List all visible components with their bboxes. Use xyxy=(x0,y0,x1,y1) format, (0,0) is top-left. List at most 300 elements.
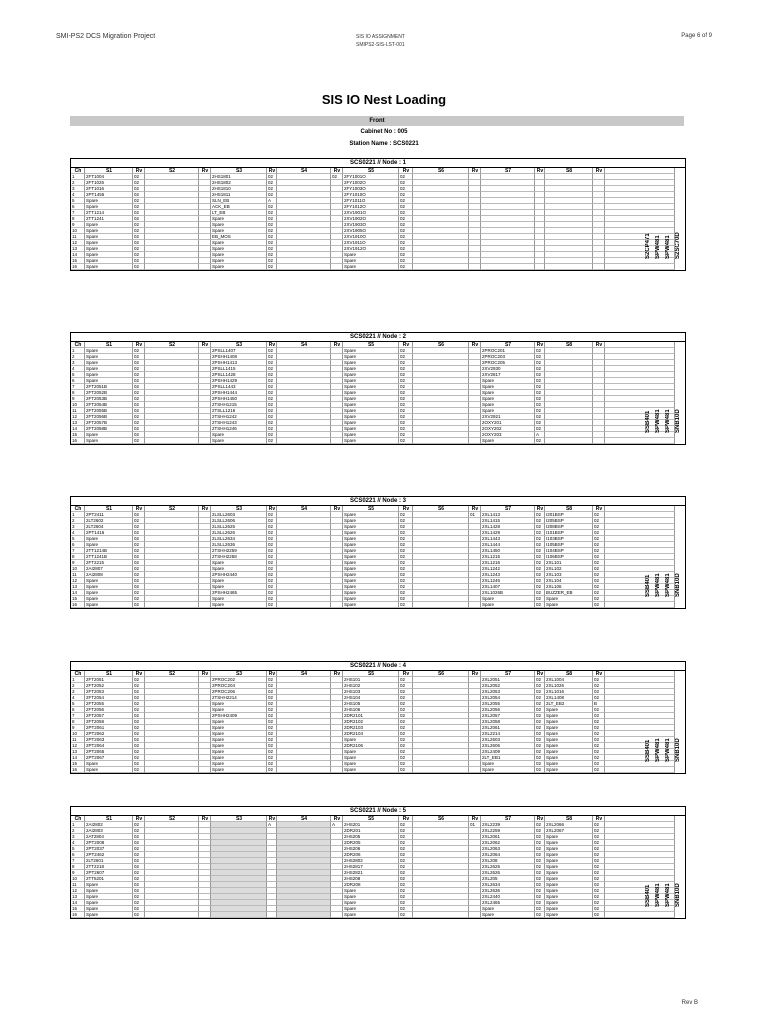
module-label: SSB401 xyxy=(645,884,651,907)
table-cell: 10 xyxy=(71,731,85,737)
table-cell: 02 xyxy=(133,222,145,228)
table-cell: 2PSHH1444 xyxy=(211,390,267,396)
table-cell: 13 xyxy=(71,246,85,252)
table-cell xyxy=(277,438,331,444)
table-cell: 3 xyxy=(71,834,85,840)
table-cell: 2XL2056 xyxy=(481,707,535,713)
table-cell: 11 xyxy=(71,408,85,414)
table-cell xyxy=(145,912,199,918)
table-cell: Spare xyxy=(85,372,133,378)
table-cell: 12 xyxy=(71,743,85,749)
table-cell: 2FT2057B xyxy=(85,420,133,426)
table-cell: 02 xyxy=(399,767,413,773)
table-cell: 02 xyxy=(267,264,277,270)
module-label: SPW481 xyxy=(665,883,671,907)
table-cell: 02 xyxy=(535,719,545,725)
table-cell: 2FT2056 xyxy=(85,707,133,713)
table-cell: 02 xyxy=(593,725,605,731)
table-cell: 02 xyxy=(593,767,605,773)
table-cell: Spare xyxy=(481,402,535,408)
table-cell: 02 xyxy=(399,894,413,900)
column-header: S1 xyxy=(85,816,133,822)
table-cell: 02 xyxy=(399,906,413,912)
column-header: S3 xyxy=(211,506,267,512)
table-cell: 02 xyxy=(399,216,413,222)
table-cell: 02 xyxy=(133,174,145,180)
table-cell: 02 xyxy=(267,737,277,743)
table-cell: 2PSLL1407 xyxy=(211,348,267,354)
table-cell: 02 xyxy=(593,912,605,918)
column-header: Rv xyxy=(536,816,544,822)
table-cell: Spare xyxy=(85,912,133,918)
table-cell: I105BSP xyxy=(545,542,593,548)
table-cell: Spare xyxy=(85,354,133,360)
table-cell: 2XL2052 xyxy=(481,683,535,689)
table-cell: 2XL2067 xyxy=(545,828,593,834)
table-cell: 02 xyxy=(535,518,545,524)
node-table-1 xyxy=(70,158,686,271)
table-cell: 2HS1802 xyxy=(211,180,267,186)
table-cell: 02 xyxy=(535,743,545,749)
table-cell: 2XL2259 xyxy=(481,828,535,834)
table-cell: Spare xyxy=(343,378,399,384)
table-cell: A xyxy=(267,822,277,828)
table-cell: 02 xyxy=(399,512,413,518)
table-cell: 02 xyxy=(399,432,413,438)
table-cell: 2HS106 xyxy=(343,707,399,713)
table-cell: Spare xyxy=(85,542,133,548)
table-cell: 2FT2058B xyxy=(85,426,133,432)
table-cell: 2PT2067 xyxy=(85,755,133,761)
table-cell: 02 xyxy=(535,414,545,420)
table-cell: 02 xyxy=(399,713,413,719)
table-cell: 02 xyxy=(133,432,145,438)
table-cell: 02 xyxy=(593,822,605,828)
table-cell: 02 xyxy=(133,210,145,216)
table-cell: 02 xyxy=(399,707,413,713)
table-cell: 02 xyxy=(133,596,145,602)
table-cell xyxy=(605,912,675,918)
column-header: S5 xyxy=(343,671,399,677)
table-cell xyxy=(277,602,331,608)
table-cell: 02 xyxy=(593,602,605,608)
column-header: Rv xyxy=(593,506,605,512)
column-header: S7 xyxy=(481,342,535,348)
table-cell: 02 xyxy=(267,524,277,530)
table-cell: 02 xyxy=(593,524,605,530)
table-cell: Spare xyxy=(211,596,267,602)
column-header: Rv xyxy=(469,671,481,677)
column-header: Rv xyxy=(133,816,145,822)
column-header: Rv xyxy=(268,342,276,348)
table-cell: 02 xyxy=(399,749,413,755)
table-cell: Spare xyxy=(343,906,399,912)
column-header: Rv xyxy=(593,816,605,822)
table-cell: 02 xyxy=(535,578,545,584)
table-cell: 02 xyxy=(267,749,277,755)
table-cell: 02 xyxy=(593,590,605,596)
table-cell: 2XL205 xyxy=(481,876,535,882)
table-cell: 02 xyxy=(399,737,413,743)
table-cell: 02 xyxy=(399,530,413,536)
table-cell: 2OXY201 xyxy=(481,420,535,426)
table-cell: 02 xyxy=(593,566,605,572)
node-table-5 xyxy=(70,806,686,919)
table-cell: 2TSHH2214 xyxy=(211,695,267,701)
table-cell: 02 xyxy=(593,858,605,864)
table-cell: Spare xyxy=(85,602,133,608)
table-cell: 14 xyxy=(71,900,85,906)
table-cell: 2XL1429 xyxy=(481,530,535,536)
table-cell: 02 xyxy=(399,348,413,354)
module-labels xyxy=(645,517,681,597)
table-cell xyxy=(605,438,675,444)
module-labels xyxy=(645,179,681,259)
table-cell xyxy=(145,264,199,270)
table-cell: 02 xyxy=(267,518,277,524)
table-cell: 2HS205 xyxy=(343,834,399,840)
table-cell: Spare xyxy=(85,536,133,542)
table-cell: 2DR2104 xyxy=(343,731,399,737)
table-cell: 02 xyxy=(593,554,605,560)
column-header: Rv xyxy=(199,506,211,512)
table-cell: 02 xyxy=(535,348,545,354)
table-cell: 2HS2821 xyxy=(343,870,399,876)
table-cell: 2DR205 xyxy=(343,840,399,846)
table-cell: 02 xyxy=(267,767,277,773)
table-cell: 02 xyxy=(535,548,545,554)
table-cell: 2XL2064 xyxy=(481,852,535,858)
table-cell: 02 xyxy=(399,258,413,264)
column-header: Rv xyxy=(399,816,413,822)
table-cell: 02 xyxy=(535,396,545,402)
table-cell: 2XL1026B xyxy=(481,590,535,596)
table-cell: 02 xyxy=(535,689,545,695)
table-cell: 02 xyxy=(535,695,545,701)
table-cell: Spare xyxy=(343,578,399,584)
table-cell: Spare xyxy=(343,737,399,743)
table-cell: Spare xyxy=(545,834,593,840)
table-cell: 02 xyxy=(267,695,277,701)
table-cell: 02 xyxy=(535,876,545,882)
table-cell: 2HS1801 xyxy=(211,174,267,180)
table-cell: 2DR206 xyxy=(343,852,399,858)
table-cell: Spare xyxy=(85,596,133,602)
table-cell: Spare xyxy=(481,384,535,390)
table-cell: 02 xyxy=(133,894,145,900)
table-cell: 02 xyxy=(535,554,545,560)
column-header: Rv xyxy=(331,342,343,348)
table-cell: 02 xyxy=(133,264,145,270)
table-cell: 2PSLL1415 xyxy=(211,366,267,372)
table-cell: Spare xyxy=(343,518,399,524)
table-cell: 02 xyxy=(399,186,413,192)
table-cell: Spare xyxy=(85,906,133,912)
table-cell: 02 xyxy=(399,852,413,858)
table-cell: 12 xyxy=(71,578,85,584)
column-header: S1 xyxy=(85,168,133,174)
table-cell: 02 xyxy=(535,870,545,876)
table-cell: Spare xyxy=(343,560,399,566)
table-cell xyxy=(469,912,481,918)
table-cell: 02 xyxy=(399,719,413,725)
table-cell: 2TSHH1246 xyxy=(211,426,267,432)
table-cell: Spare xyxy=(545,731,593,737)
table-cell: 02 xyxy=(535,713,545,719)
table-cell: 02 xyxy=(399,590,413,596)
table-cell: 02 xyxy=(399,731,413,737)
table-cell: Spare xyxy=(343,761,399,767)
table-cell: 02 xyxy=(133,906,145,912)
table-cell: 02 xyxy=(267,689,277,695)
table-cell: 2HS2802 xyxy=(343,858,399,864)
table-cell: Spare xyxy=(343,602,399,608)
table-cell: 02 xyxy=(267,216,277,222)
column-header: S8 xyxy=(545,671,593,677)
column-header: S5 xyxy=(343,506,399,512)
table-cell: 2TSHH2259 xyxy=(211,548,267,554)
table-cell: Spare xyxy=(343,360,399,366)
table-cell: 02 xyxy=(399,426,413,432)
table-cell: Spare xyxy=(343,408,399,414)
table-cell: Spare xyxy=(343,524,399,530)
table-cell: 7 xyxy=(71,713,85,719)
table-cell: Spare xyxy=(481,906,535,912)
table-cell: Spare xyxy=(85,578,133,584)
table-cell: 02 xyxy=(535,560,545,566)
table-cell: 02 xyxy=(535,731,545,737)
table-cell: 02 xyxy=(267,719,277,725)
table-cell: Spare xyxy=(85,378,133,384)
table-cell: 6 xyxy=(71,542,85,548)
table-cell: 02 xyxy=(133,876,145,882)
table-cell: 2TT1214 xyxy=(85,210,133,216)
module-label: SPW481 xyxy=(655,573,661,597)
table-cell: Spare xyxy=(545,737,593,743)
table-cell: Spare xyxy=(343,390,399,396)
table-cell: 6 xyxy=(71,204,85,210)
table-cell: 02 xyxy=(593,713,605,719)
table-cell: 2XL2061 xyxy=(481,834,535,840)
table-cell: 2DR2101 xyxy=(343,713,399,719)
table-cell: 2XL2634 xyxy=(481,882,535,888)
table-cell: 2HS2817 xyxy=(343,864,399,870)
table-cell: Spare xyxy=(343,396,399,402)
table-cell: 02 xyxy=(535,384,545,390)
table-cell: Spare xyxy=(343,912,399,918)
table-cell: 5 xyxy=(71,536,85,542)
table-cell: Spare xyxy=(85,198,133,204)
table-cell: 2XL2440 xyxy=(481,894,535,900)
column-header: S4 xyxy=(277,506,331,512)
table-cell: 2FY1003O xyxy=(343,186,399,192)
column-header: S8 xyxy=(545,506,593,512)
column-header: Rv xyxy=(199,168,211,174)
table-cell: 02 xyxy=(535,834,545,840)
table-cell: 2XL2066 xyxy=(545,822,593,828)
table-cell: 02 xyxy=(133,216,145,222)
table-cell: 02 xyxy=(133,240,145,246)
table-cell: 02 xyxy=(267,366,277,372)
table-cell: 02 xyxy=(399,560,413,566)
table-cell: 15 xyxy=(71,761,85,767)
table-cell: 2AT2804 xyxy=(85,834,133,840)
table-cell: 2FY1012O xyxy=(343,204,399,210)
table-cell: Spare xyxy=(481,596,535,602)
table-cell: 02 xyxy=(399,222,413,228)
table-cell: I101BSP xyxy=(545,530,593,536)
table-cell: 13 xyxy=(71,749,85,755)
table-cell: Spare xyxy=(85,234,133,240)
table-cell: 2XL1243 xyxy=(481,572,535,578)
table-cell: 2XL1026 xyxy=(545,683,593,689)
table-cell: 02 xyxy=(593,584,605,590)
table-cell: 02 xyxy=(535,852,545,858)
table-cell: 2TSHH1243 xyxy=(211,420,267,426)
table-cell: 02 xyxy=(593,542,605,548)
table-cell: EB_MOS xyxy=(211,234,267,240)
table-cell: 02 xyxy=(267,174,277,180)
table-cell: 02 xyxy=(133,852,145,858)
table-cell: 02 xyxy=(267,743,277,749)
table-cell: 02 xyxy=(267,390,277,396)
column-header: S6 xyxy=(413,342,469,348)
table-cell: Spare xyxy=(545,894,593,900)
column-header: S7 xyxy=(481,506,535,512)
table-cell: 02 xyxy=(133,888,145,894)
table-cell: 02 xyxy=(267,420,277,426)
table-cell: 02 xyxy=(593,683,605,689)
table-cell: 02 xyxy=(267,252,277,258)
table-cell: 2FT2051B xyxy=(85,384,133,390)
table-cell: Spare xyxy=(85,900,133,906)
column-header: S6 xyxy=(413,671,469,677)
node-title: SCS0221 // Node : 3 xyxy=(71,497,685,506)
table-cell: 13 xyxy=(71,894,85,900)
column-header: S2 xyxy=(145,342,199,348)
table-cell: 2PT2008 xyxy=(85,840,133,846)
table-cell: 02 xyxy=(133,258,145,264)
table-cell: 2AI2807 xyxy=(85,566,133,572)
table-cell xyxy=(277,264,331,270)
table-cell: Spare xyxy=(343,542,399,548)
table-cell: 02 xyxy=(399,900,413,906)
column-header: Rv xyxy=(593,168,605,174)
table-cell: Spare xyxy=(545,725,593,731)
table-cell: 02 xyxy=(399,524,413,530)
table-cell: Spare xyxy=(211,731,267,737)
table-cell xyxy=(331,438,343,444)
table-cell: 2XL106 xyxy=(545,584,593,590)
table-cell: 3 xyxy=(71,689,85,695)
table-cell: 02 xyxy=(399,834,413,840)
page-header xyxy=(56,33,712,59)
table-cell xyxy=(267,912,277,918)
table-cell: 1 xyxy=(71,174,85,180)
table-cell: 02 xyxy=(267,572,277,578)
table-cell xyxy=(469,264,481,270)
table-cell xyxy=(605,264,675,270)
table-cell xyxy=(211,912,267,918)
table-cell: 02 xyxy=(133,749,145,755)
table-cell: Spare xyxy=(343,590,399,596)
table-cell: 02 xyxy=(133,828,145,834)
table-cell: 02 xyxy=(267,402,277,408)
table-cell: 02 xyxy=(399,402,413,408)
table-cell: Spare xyxy=(85,432,133,438)
table-cell: Spare xyxy=(343,755,399,761)
table-cell: 02 xyxy=(133,834,145,840)
table-cell: Spare xyxy=(343,767,399,773)
table-cell: 2XV1910O xyxy=(343,234,399,240)
table-cell: 02 xyxy=(399,210,413,216)
table-cell: 02 xyxy=(399,888,413,894)
table-cell: Spare xyxy=(343,366,399,372)
table-cell: 2PSHH2409 xyxy=(211,713,267,719)
table-cell xyxy=(413,602,469,608)
table-cell: 02 xyxy=(399,438,413,444)
table-cell: 2XL208 xyxy=(481,858,535,864)
table-cell: 2LT_EB2 xyxy=(545,701,593,707)
table-cell: 2FT2055 xyxy=(85,701,133,707)
table-cell: 9 xyxy=(71,725,85,731)
table-cell: 02 xyxy=(399,240,413,246)
table-cell: 02 xyxy=(593,578,605,584)
node-table-4 xyxy=(70,661,686,774)
table-cell: 02 xyxy=(535,701,545,707)
table-cell: Spare xyxy=(85,882,133,888)
table-cell: 5 xyxy=(71,701,85,707)
table-cell: 10 xyxy=(71,876,85,882)
table-cell: 2PROC203 xyxy=(481,354,535,360)
table-cell: 11 xyxy=(71,234,85,240)
table-cell: 2HS103 xyxy=(343,689,399,695)
table-cell: 02 xyxy=(133,767,145,773)
table-cell: 2XL2606 xyxy=(481,743,535,749)
table-cell: 15 xyxy=(71,906,85,912)
table-cell: 2LSLL2636 xyxy=(211,542,267,548)
table-cell: 02 xyxy=(399,566,413,572)
table-cell: 2FT2051 xyxy=(85,677,133,683)
table-cell: 2XV1911O xyxy=(343,240,399,246)
column-header: Rv xyxy=(268,671,276,677)
table-cell: 2FT2056B xyxy=(85,414,133,420)
table-cell: 2XL2465 xyxy=(481,900,535,906)
table-cell: 7 xyxy=(71,548,85,554)
table-cell: 02 xyxy=(399,858,413,864)
table-cell: 02 xyxy=(267,240,277,246)
table-cell: 02 xyxy=(133,870,145,876)
table-cell: 8 xyxy=(71,216,85,222)
table-cell: Spare xyxy=(211,216,267,222)
table-cell: 02 xyxy=(133,846,145,852)
table-cell: 2XV1902O xyxy=(343,216,399,222)
table-cell: 02 xyxy=(399,578,413,584)
table-cell xyxy=(277,912,331,918)
page-title: SIS IO Nest Loading xyxy=(321,92,447,107)
table-cell: 2FT1016 xyxy=(85,186,133,192)
table-cell: 4 xyxy=(71,840,85,846)
module-label: SNB10D xyxy=(675,883,681,907)
table-cell: 02 xyxy=(535,822,545,828)
module-label: SPW481 xyxy=(655,235,661,259)
table-cell: 02 xyxy=(593,894,605,900)
column-header: S2 xyxy=(145,816,199,822)
table-cell: 02 xyxy=(267,348,277,354)
module-label: SNB10D xyxy=(675,409,681,433)
table-cell: 02 xyxy=(535,894,545,900)
table-cell: 2XV1901O xyxy=(343,210,399,216)
